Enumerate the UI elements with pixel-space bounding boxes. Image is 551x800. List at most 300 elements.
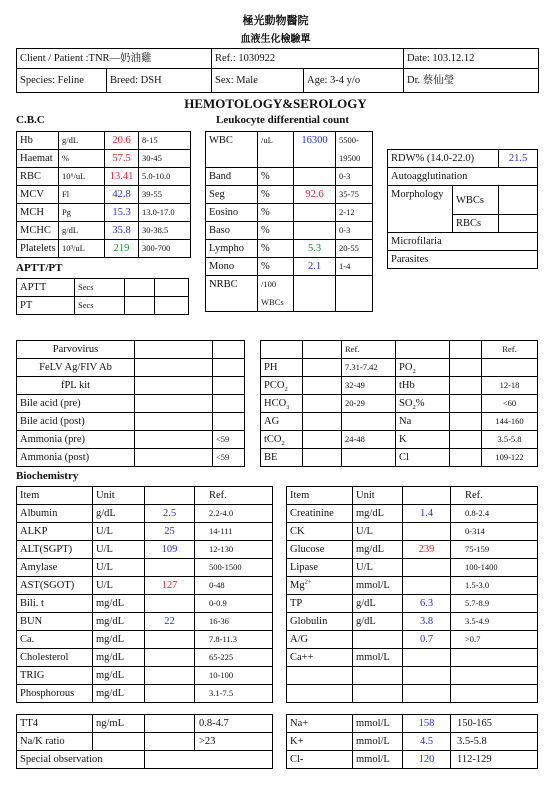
nrbc-value [294, 276, 336, 312]
leuko-unit: % [258, 222, 294, 240]
cbc-value: 42.8 [105, 186, 139, 204]
biochem-ref: 5.7-8.9 [451, 595, 538, 613]
serology-value [135, 413, 213, 431]
biochemistry-heading: Biochemistry [16, 470, 79, 482]
leuko-name: Seg [206, 186, 258, 204]
biochem-value [403, 559, 451, 577]
table-row [287, 541, 538, 559]
table-row [17, 577, 273, 595]
table-row [206, 132, 373, 150]
gas-name: AG [261, 413, 303, 431]
leuko-unit: % [258, 168, 294, 186]
electrolyte-name: Cl- [287, 751, 353, 769]
leuko-unit: % [258, 258, 294, 276]
cbc-unit: 10⁶/uL [59, 168, 105, 186]
gas-name: $SO_2\%$ [396, 395, 450, 413]
electrolyte-value: 158 [403, 715, 451, 733]
col-ref: Ref. [195, 487, 273, 505]
serology-ref: <59 [213, 449, 245, 467]
serology-value [135, 431, 213, 449]
biochem-value [145, 685, 195, 703]
table-row [261, 449, 538, 467]
biochem-value: 109 [145, 541, 195, 559]
serology-name: Ammonia (pre) [17, 431, 135, 449]
col-ref: Ref. [451, 487, 538, 505]
table-row [17, 279, 189, 297]
table-row [287, 715, 538, 733]
cbc-value: 35.8 [105, 222, 139, 240]
biochem-unit: g/dL [353, 595, 403, 613]
serology-ref [213, 341, 245, 359]
cbc-unit: g/dL [59, 132, 105, 150]
hormone-name: TT4 [17, 715, 93, 733]
cbc-name: Hb [17, 132, 59, 150]
electrolyte-ref: 112-129 [451, 751, 538, 769]
cbc-ref: 5.0-10.0 [139, 168, 191, 186]
cbc-name: Haemat [17, 150, 59, 168]
serology-name: fPL kit [17, 377, 135, 395]
gas-value [303, 359, 342, 377]
doctor: Dr. 蔡仙瑩 [404, 69, 539, 93]
table-row [287, 523, 538, 541]
cbc-name: MCV [17, 186, 59, 204]
biochem-name: AST(SGOT) [17, 577, 93, 595]
biochem-ref: 10-100 [195, 667, 273, 685]
gas-ref: 12-18 [482, 377, 538, 395]
cbc-value: 15.3 [105, 204, 139, 222]
biochem-unit: U/L [93, 523, 145, 541]
biochem-ref: 2.2-4.0 [195, 505, 273, 523]
cbc-value: 13.41 [105, 168, 139, 186]
table-row [287, 487, 538, 505]
table-row [287, 649, 538, 667]
morphology: Morphology [388, 186, 453, 233]
electrolyte-table [286, 714, 538, 769]
table-row [17, 751, 273, 769]
serology-value [135, 341, 213, 359]
biochem-unit [353, 631, 403, 649]
table-row [287, 595, 538, 613]
leuko-ref: 0-3 [336, 222, 373, 240]
leuko-unit: % [258, 240, 294, 258]
leuko-ref: 1-4 [336, 258, 373, 276]
biochem-name: Cholesterol [17, 649, 93, 667]
wbc-ref-low: 5500- [336, 132, 373, 150]
hormone-value [145, 733, 195, 751]
biochem-name: Amylase [17, 559, 93, 577]
form-title: 血液生化檢驗單 [240, 34, 311, 45]
gas-name: PH [261, 359, 303, 377]
biochem-unit: mg/dL [93, 613, 145, 631]
electrolyte-name: Na+ [287, 715, 353, 733]
biochem-unit: g/dL [93, 505, 145, 523]
table-row [17, 715, 273, 733]
cbc-ref: 30-45 [139, 150, 191, 168]
electrolyte-ref: 3.5-5.8 [451, 733, 538, 751]
biochem-ref: 3.1-7.5 [195, 685, 273, 703]
table-row [206, 168, 373, 186]
table-row [261, 431, 538, 449]
biochem-unit: mg/dL [353, 541, 403, 559]
cbc-unit: % [59, 150, 105, 168]
table-row [287, 667, 538, 685]
table-row [206, 240, 373, 258]
table-row [17, 505, 273, 523]
nrbc-ref [336, 276, 373, 312]
table-row [17, 222, 191, 240]
cbc-unit: g/dL [59, 222, 105, 240]
leuko-ref: 2-12 [336, 204, 373, 222]
leuko-ref: 0-3 [336, 168, 373, 186]
biochem-name: CK [287, 523, 353, 541]
leuko-unit: % [258, 204, 294, 222]
table-row [17, 150, 191, 168]
gas-name: Cl [396, 449, 450, 467]
electrolyte-unit: mmol/L [353, 751, 403, 769]
biochem-unit: g/dL [353, 613, 403, 631]
col-item: Item [17, 487, 93, 505]
biochem-ref: 0-314 [451, 523, 538, 541]
table-row [17, 559, 273, 577]
biochem-unit: mg/dL [93, 595, 145, 613]
table-row [287, 631, 538, 649]
morph-wbcs: WBCs [453, 186, 499, 215]
biochem-value: 0.7 [403, 631, 451, 649]
biochem-value: 25 [145, 523, 195, 541]
empty-cell [451, 667, 538, 685]
cbc-table [16, 131, 191, 258]
biochem-ref: 0-0.9 [195, 595, 273, 613]
biochem-unit: mg/dL [93, 649, 145, 667]
cbc-name: Platelets [17, 240, 59, 258]
serology-ref [213, 359, 245, 377]
biochem-ref: 7.8-11.3 [195, 631, 273, 649]
biochem-name: TRIG [17, 667, 93, 685]
aptt-ref [155, 279, 189, 297]
biochem-name: Ca++ [287, 649, 353, 667]
biochem-value [403, 577, 451, 595]
biochem-ref: 14-111 [195, 523, 273, 541]
leuko-name: Band [206, 168, 258, 186]
biochem-unit: mg/dL [93, 685, 145, 703]
electrolyte-ref: 150-165 [451, 715, 538, 733]
biochem-unit: mmol/L [353, 649, 403, 667]
parasites: Parasites [388, 251, 538, 269]
biochem-ref: 100-1400 [451, 559, 538, 577]
empty-cell [287, 685, 353, 703]
serology-name: Parvovirus [17, 341, 135, 359]
cbc-ref: 13.0-17.0 [139, 204, 191, 222]
serology-name: Bile acid (post) [17, 413, 135, 431]
table-row [17, 413, 245, 431]
biochem-value [145, 631, 195, 649]
serology-table [16, 340, 245, 467]
col-value [403, 487, 451, 505]
leuko-value [294, 204, 336, 222]
cbc-ref: 39-55 [139, 186, 191, 204]
col-unit: Unit [353, 487, 403, 505]
aptt-name: APTT [17, 279, 75, 297]
biochem-ref: 0.8-2.4 [451, 505, 538, 523]
empty-cell [353, 667, 403, 685]
gas-value [303, 449, 342, 467]
gas-value [303, 431, 342, 449]
biochem-unit: mg/dL [93, 667, 145, 685]
serology-ref [213, 413, 245, 431]
serology-value [135, 449, 213, 467]
electrolyte-unit: mmol/L [353, 715, 403, 733]
biochem-value [403, 523, 451, 541]
gas-value [450, 449, 482, 467]
nrbc-unit-2: WBCs [258, 294, 294, 312]
serology-name: Ammonia (post) [17, 449, 135, 467]
cbc-value: 20.6 [105, 132, 139, 150]
gas-ref: 144-160 [482, 413, 538, 431]
table-row [261, 377, 538, 395]
leukocyte-table [205, 131, 373, 312]
aptt-ref [155, 297, 189, 315]
serology-value [135, 377, 213, 395]
gas-name: BE [261, 449, 303, 467]
leuko-value: 92.6 [294, 186, 336, 204]
gas-name: $HCO_3$ [261, 395, 303, 413]
biochem-unit: U/L [353, 523, 403, 541]
hormone-ref: 0.8-4.7 [195, 715, 273, 733]
leuko-name: Mono [206, 258, 258, 276]
empty-cell [403, 667, 451, 685]
biochem-name: Phosphorous [17, 685, 93, 703]
table-row [261, 359, 538, 377]
cbc-value: 219 [105, 240, 139, 258]
biochem-name: Ca. [17, 631, 93, 649]
wbc-ref-high: 19500 [336, 150, 373, 168]
electrolyte-name: K+ [287, 733, 353, 751]
table-row [261, 413, 538, 431]
cbc-ref: 8-15 [139, 132, 191, 150]
gas-value [450, 377, 482, 395]
cbc-name: RBC [17, 168, 59, 186]
ref-number: Ref.: 1030922 [212, 49, 404, 69]
biochem-unit: U/L [353, 559, 403, 577]
biochem-name: ALT(SGPT) [17, 541, 93, 559]
cbc-ref: 30-38.5 [139, 222, 191, 240]
table-row [17, 685, 273, 703]
cbc-unit: Fl [59, 186, 105, 204]
serology-name: Bile acid (pre) [17, 395, 135, 413]
table-row [17, 240, 191, 258]
patient-info-table [16, 48, 539, 93]
table-row [17, 523, 273, 541]
biochem-name: A/G [287, 631, 353, 649]
biochem-value [145, 649, 195, 667]
nrbc-name: NRBC [206, 276, 258, 312]
gas-ref-header: Ref. [342, 341, 396, 359]
rdw-value: 21.5 [499, 150, 538, 168]
table-row [17, 613, 273, 631]
report-date: Date: 103.12.12 [404, 49, 539, 69]
gas-name: tCO$_2$ [261, 431, 303, 449]
table-row [206, 222, 373, 240]
gas-value [303, 395, 342, 413]
cbc-ref: 300-700 [139, 240, 191, 258]
leukocyte-heading: Leukocyte differential count [216, 114, 350, 126]
cbc-unit: Pg [59, 204, 105, 222]
leuko-name: Lympho [206, 240, 258, 258]
empty-cell [403, 685, 451, 703]
biochem-ref: 65-225 [195, 649, 273, 667]
gas-value [450, 395, 482, 413]
biochem-name: TP [287, 595, 353, 613]
table-row [206, 258, 373, 276]
table-row [287, 613, 538, 631]
col-value [145, 487, 195, 505]
gas-ref [342, 449, 396, 467]
serology-ref [213, 377, 245, 395]
sex: Sex: Male [212, 69, 304, 93]
empty-cell [451, 685, 538, 703]
gas-head-blank [261, 341, 303, 359]
table-row [17, 168, 191, 186]
serology-ref [213, 395, 245, 413]
gas-ref: <60 [482, 395, 538, 413]
leuko-unit: % [258, 186, 294, 204]
biochem-name: Bili. t [17, 595, 93, 613]
cbc-heading: C.B.C [16, 114, 45, 126]
species: Species: Feline [17, 69, 107, 93]
biochem-ref: 0-48 [195, 577, 273, 595]
biochem-unit: U/L [93, 559, 145, 577]
table-row [287, 505, 538, 523]
biochem-ref: 12-130 [195, 541, 273, 559]
aptt-name: PT [17, 297, 75, 315]
table-row [17, 431, 245, 449]
biochem-name: ALKP [17, 523, 93, 541]
cbc-value: 57.5 [105, 150, 139, 168]
table-row [206, 204, 373, 222]
biochem-value: 1.4 [403, 505, 451, 523]
aptt-unit: Secs [75, 297, 125, 315]
table-row [261, 395, 538, 413]
leuko-value: 2.1 [294, 258, 336, 276]
aptt-unit: Secs [75, 279, 125, 297]
leuko-ref: 35-75 [336, 186, 373, 204]
biochem-name: Glucose [287, 541, 353, 559]
table-row [287, 559, 538, 577]
autoagglutination: Autoagglutination [388, 168, 538, 186]
gas-ref-header: Ref. [482, 341, 538, 359]
biochem-ref: 16-36 [195, 613, 273, 631]
gas-ref [482, 359, 538, 377]
biochem-value: 2.5 [145, 505, 195, 523]
table-row [17, 487, 273, 505]
biochem-unit: mmol/L [353, 577, 403, 595]
table-row [17, 297, 189, 315]
hormone-name: Na/K ratio [17, 733, 93, 751]
cbc-name: MCH [17, 204, 59, 222]
biochem-left-table [16, 486, 273, 703]
leuko-ref: 20-55 [336, 240, 373, 258]
aptt-heading: APTT/PT [16, 262, 63, 274]
leuko-value: 5.3 [294, 240, 336, 258]
gas-ref: 32-49 [342, 377, 396, 395]
hormone-unit [93, 733, 145, 751]
aptt-value [125, 297, 155, 315]
leuko-value [294, 222, 336, 240]
biochem-unit: U/L [93, 577, 145, 595]
table-row [17, 186, 191, 204]
col-item: Item [287, 487, 353, 505]
serology-value [135, 359, 213, 377]
nrbc-unit: /100 [258, 276, 294, 294]
aptt-value [125, 279, 155, 297]
breed: Breed: DSH [107, 69, 212, 93]
microfilaria: Microfilaria [388, 233, 538, 251]
serology-name: FeLV Ag/FIV Ab [17, 359, 135, 377]
biochem-name: BUN [17, 613, 93, 631]
biochem-name: Globulin [287, 613, 353, 631]
table-row [287, 733, 538, 751]
table-row [17, 667, 273, 685]
table-row [17, 649, 273, 667]
gas-name: K [396, 431, 450, 449]
table-row [206, 186, 373, 204]
biochem-ref: >0.7 [451, 631, 538, 649]
wbc-name: WBC [206, 132, 258, 168]
gas-ref: 20-29 [342, 395, 396, 413]
gas-ref: 24-48 [342, 431, 396, 449]
empty-cell [287, 667, 353, 685]
gas-name: Na [396, 413, 450, 431]
table-row [261, 341, 538, 359]
table-row [17, 204, 191, 222]
rdw-table [387, 149, 538, 269]
col-unit: Unit [93, 487, 145, 505]
rdw-label: RDW% (14.0-22.0) [388, 150, 499, 168]
hormone-unit: ng/mL [93, 715, 145, 733]
biochem-unit: mg/dL [353, 505, 403, 523]
gas-value [450, 431, 482, 449]
cbc-unit: 10³/uL [59, 240, 105, 258]
gas-ref: 3.5-5.8 [482, 431, 538, 449]
biochem-value [145, 667, 195, 685]
table-row [17, 341, 245, 359]
table-row [17, 132, 191, 150]
biochem-name: Creatinine [287, 505, 353, 523]
client-patient: Client / Patient :TNR—奶油雞 [17, 49, 212, 69]
empty-cell [353, 685, 403, 703]
hormone-ref: >23 [195, 733, 273, 751]
wbc-unit: /uL [258, 132, 294, 168]
electrolyte-value: 4.5 [403, 733, 451, 751]
biochem-ref [451, 649, 538, 667]
biochem-value: 127 [145, 577, 195, 595]
table-row [17, 377, 245, 395]
table-row [17, 449, 245, 467]
wbc-value: 16300 [294, 132, 336, 168]
biochem-name: Albumin [17, 505, 93, 523]
biochem-value: 22 [145, 613, 195, 631]
gas-name: $PO_2$ [396, 359, 450, 377]
biochem-ref: 3.5-4.9 [451, 613, 538, 631]
gas-value [450, 413, 482, 431]
biochem-unit: mg/dL [93, 631, 145, 649]
biochem-unit: U/L [93, 541, 145, 559]
biochem-name: $Mg^{2+}$ [287, 577, 353, 595]
biochem-value [403, 649, 451, 667]
biochem-value: 6.3 [403, 595, 451, 613]
table-row [17, 733, 273, 751]
special-observation-value [145, 751, 273, 769]
